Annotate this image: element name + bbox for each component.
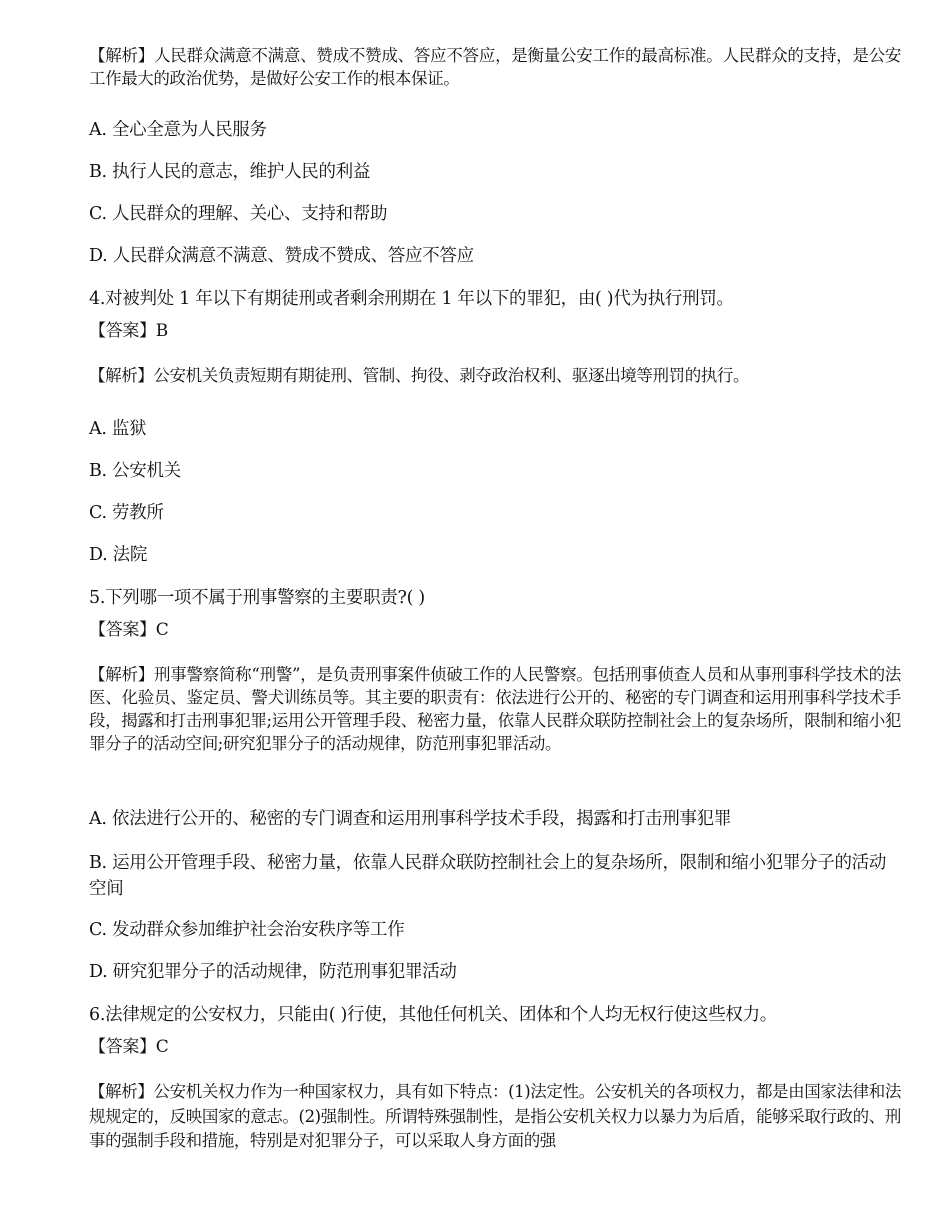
explanation-q6: 【解析】公安机关权力作为一种国家权力，具有如下特点：(1)法定性。公安机关的各项权力，都是由国家法律和法规规定的，反映国家的意志。(2)强制性。所谓特殊强制性，是指公安机关权力以暴力为后盾，能够采取行政的、刑事的强制手段和措施，特别是对犯罪分子，可以采取人身方面的强 [89,1082,901,1150]
answer-q6: 【答案】C [89,1037,169,1057]
option-q4-b: B. 公安机关 [89,461,181,481]
option-q5-b: B. 运用公开管理手段、秘密力量，依靠人民群众联防控制社会上的复杂场所，限制和缩小犯罪分子的活动空间 [89,853,887,899]
answer-q4: 【答案】B [89,321,168,341]
explanation-q5: 【解析】刑事警察简称“刑警”，是负责刑事案件侦破工作的人民警察。包括刑事侦查人员和从事刑事科学技术的法医、化验员、鉴定员、警犬训练员等。其主要的职责有：依法进行公开的、秘密的专门调查和运用刑事科学技术手段，揭露和打击刑事犯罪;运用公开管理手段、秘密力量，依靠人民群众联防控制社会上的复杂场所，限制和缩小犯罪分子的活动空间;研究犯罪分子的活动规律，防范刑事犯罪活动。 [89,665,901,753]
option-q3-a: A. 全心全意为人民服务 [89,120,267,140]
option-q4-a: A. 监狱 [89,419,147,439]
option-q5-c: C. 发动群众参加维护社会治安秩序等工作 [89,920,405,940]
option-q3-b: B. 执行人民的意志，维护人民的利益 [89,162,371,182]
explanation-q4: 【解析】公安机关负责短期有期徒刑、管制、拘役、剥夺政治权利、驱逐出境等刑罚的执行。 [89,366,750,385]
option-q3-c: C. 人民群众的理解、关心、支持和帮助 [89,204,388,224]
option-q3-d: D. 人民群众满意不满意、赞成不赞成、答应不答应 [89,246,474,266]
question-4: 4.对被判处 1 年以下有期徒刑或者剩余刑期在 1 年以下的罪犯，由( )代为执行刑罚。 [89,289,734,309]
question-5: 5.下列哪一项不属于刑事警察的主要职责?( ) [89,588,425,608]
option-q4-c: C. 劳教所 [89,503,164,523]
explanation-q3: 【解析】人民群众满意不满意、赞成不赞成、答应不答应，是衡量公安工作的最高标准。人民群众的支持，是公安工作最大的政治优势，是做好公安工作的根本保证。 [89,46,901,88]
answer-q5: 【答案】C [89,620,169,640]
option-q4-d: D. 法院 [89,545,148,565]
question-6: 6.法律规定的公安权力，只能由( )行使，其他任何机关、团体和个人均无权行使这些权力。 [89,1005,778,1025]
option-q5-d: D. 研究犯罪分子的活动规律，防范刑事犯罪活动 [89,962,457,982]
option-q5-a: A. 依法进行公开的、秘密的专门调查和运用刑事科学技术手段，揭露和打击刑事犯罪 [89,809,732,829]
